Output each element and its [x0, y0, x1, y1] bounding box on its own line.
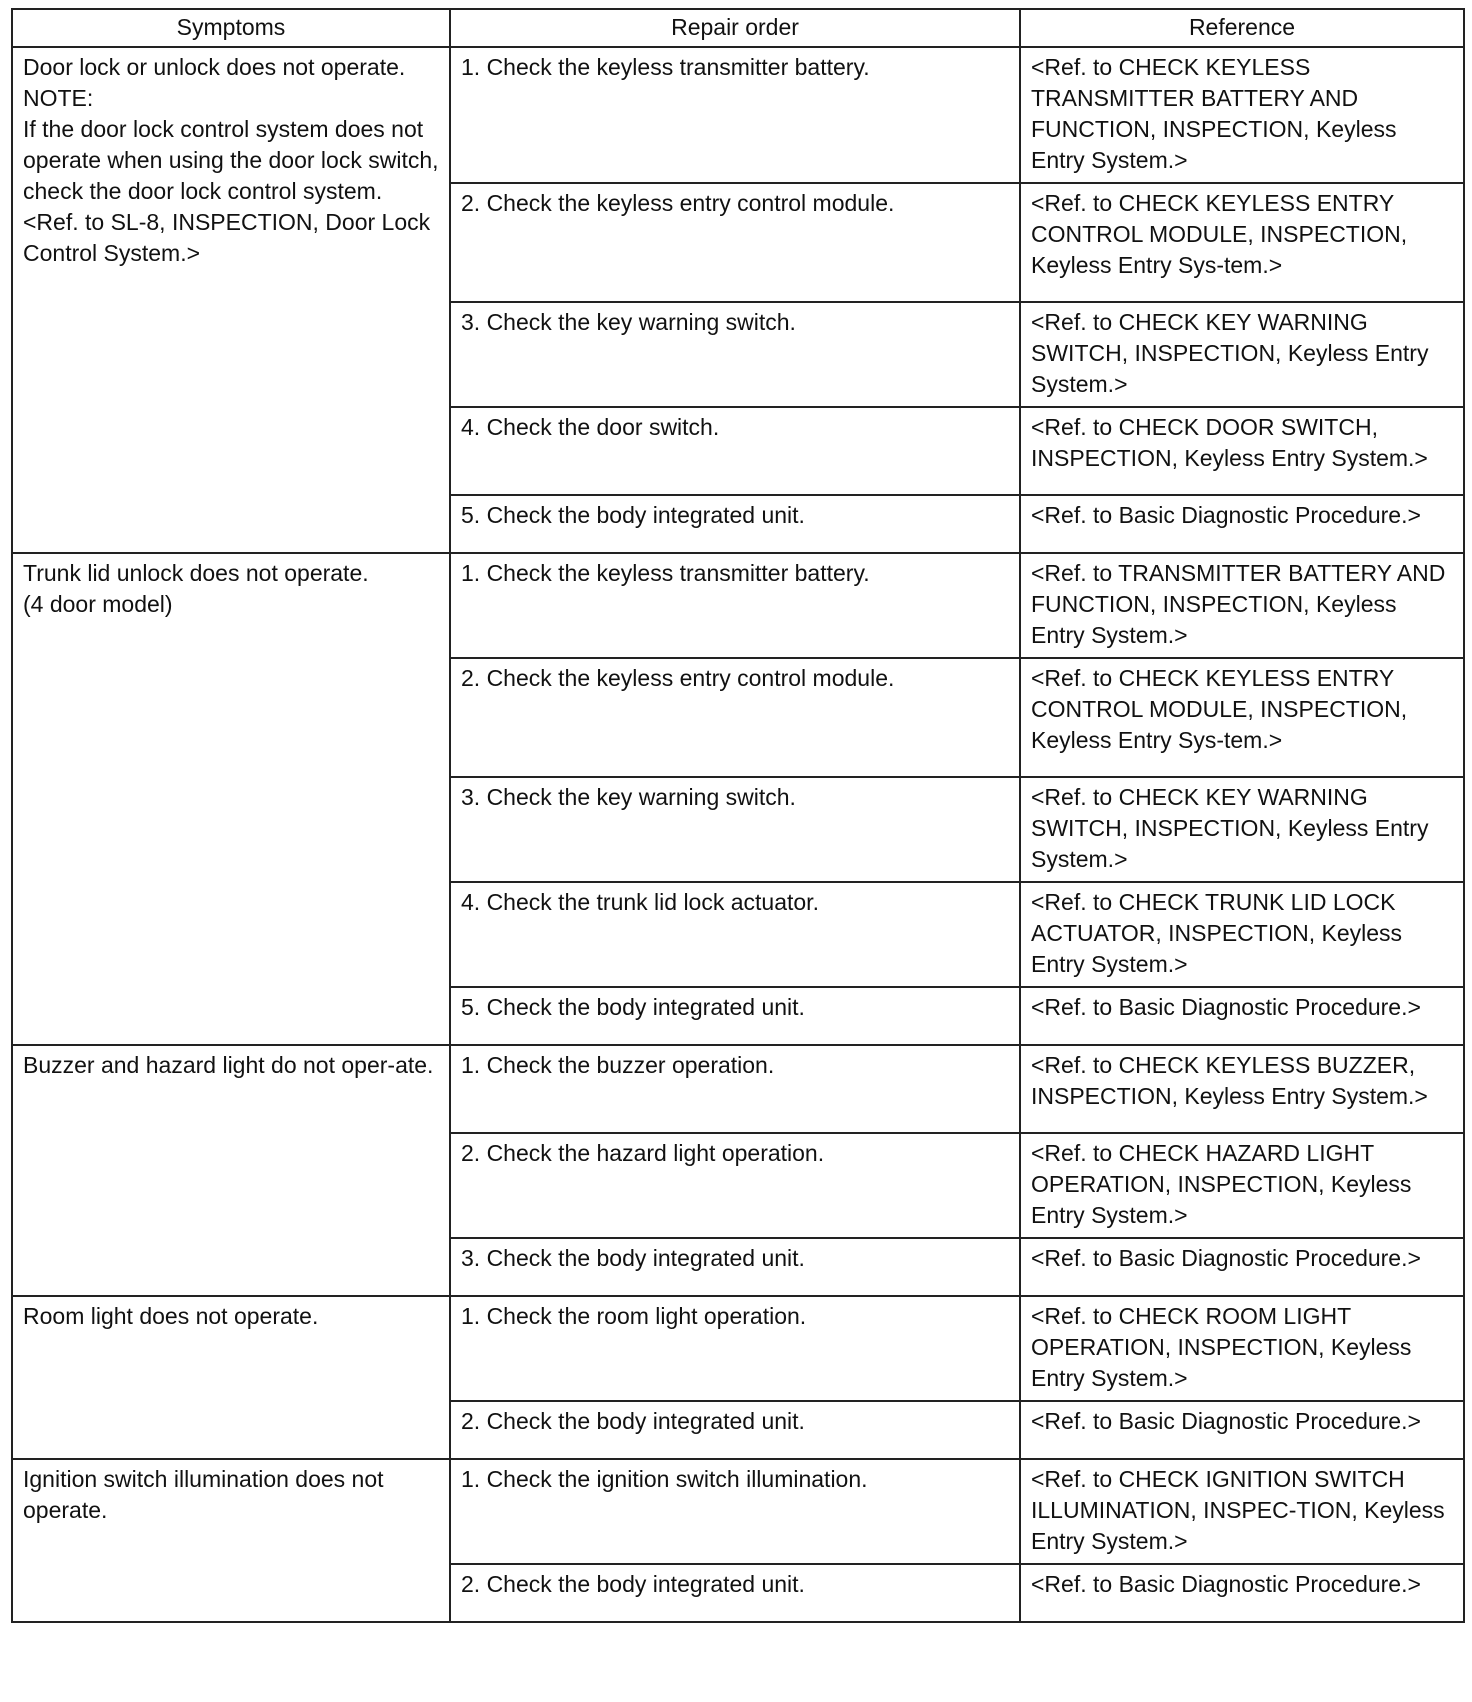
symptom-cell	[12, 1045, 450, 1296]
reference-cell: <Ref. to Basic Diagnostic Procedure.>	[1020, 1238, 1464, 1296]
repair-step: 1. Check the buzzer operation.	[450, 1045, 1020, 1133]
repair-step: 2. Check the hazard light operation.	[450, 1133, 1020, 1238]
repair-step: 5. Check the body integrated unit.	[450, 495, 1020, 553]
note-text: If the door lock control system does not operate when using the door lock switch, check the door lock control system. <Ref. to SL-8, INSPECTION, Door Lock Control System.>	[23, 116, 439, 266]
reference-cell: <Ref. to Basic Diagnostic Procedure.>	[1020, 1401, 1464, 1459]
repair-step: 2. Check the body integrated unit.	[450, 1564, 1020, 1622]
repair-step: 3. Check the body integrated unit.	[450, 1238, 1020, 1296]
header-row	[12, 9, 1464, 47]
repair-step: 3. Check the key warning switch.	[450, 302, 1020, 407]
reference-cell: <Ref. to CHECK IGNITION SWITCH ILLUMINATION, INSPEC-TION, Keyless Entry System.>	[1020, 1459, 1464, 1564]
symptom-text: Ignition switch illumination does not operate.	[23, 1466, 384, 1523]
symptom-text: Door lock or unlock does not operate.	[23, 54, 406, 80]
repair-step: 5. Check the body integrated unit.	[450, 987, 1020, 1045]
reference-cell: <Ref. to CHECK HAZARD LIGHT OPERATION, INSPECTION, Keyless Entry System.>	[1020, 1133, 1464, 1238]
symptom-detail: (4 door model)	[23, 591, 173, 617]
repair-step: 2. Check the keyless entry control module.	[450, 658, 1020, 777]
symptom-cell	[12, 47, 450, 553]
reference-cell: <Ref. to CHECK ROOM LIGHT OPERATION, INSPECTION, Keyless Entry System.>	[1020, 1296, 1464, 1401]
diagnostic-table	[11, 8, 1465, 1623]
repair-step: 1. Check the keyless transmitter battery.	[450, 553, 1020, 658]
repair-step: 2. Check the keyless entry control module.	[450, 183, 1020, 302]
repair-step: 2. Check the body integrated unit.	[450, 1401, 1020, 1459]
repair-step: 1. Check the room light operation.	[450, 1296, 1020, 1401]
header-symptoms: Symptoms	[12, 9, 450, 47]
reference-cell: <Ref. to CHECK KEY WARNING SWITCH, INSPECTION, Keyless Entry System.>	[1020, 777, 1464, 882]
table-row	[12, 1296, 1464, 1401]
table-row	[12, 553, 1464, 658]
reference-cell: <Ref. to CHECK KEYLESS TRANSMITTER BATTERY AND FUNCTION, INSPECTION, Keyless Entry System.>	[1020, 47, 1464, 183]
reference-cell: <Ref. to CHECK KEYLESS ENTRY CONTROL MODULE, INSPECTION, Keyless Entry Sys-tem.>	[1020, 658, 1464, 777]
reference-cell: <Ref. to TRANSMITTER BATTERY AND FUNCTION, INSPECTION, Keyless Entry System.>	[1020, 553, 1464, 658]
table-row	[12, 1045, 1464, 1133]
reference-cell: <Ref. to Basic Diagnostic Procedure.>	[1020, 1564, 1464, 1622]
repair-step: 3. Check the key warning switch.	[450, 777, 1020, 882]
reference-cell: <Ref. to CHECK KEYLESS BUZZER, INSPECTION, Keyless Entry System.>	[1020, 1045, 1464, 1133]
repair-step: 1. Check the ignition switch illumination.	[450, 1459, 1020, 1564]
note-label: NOTE:	[23, 85, 94, 111]
repair-step: 1. Check the keyless transmitter battery.	[450, 47, 1020, 183]
symptom-text: Buzzer and hazard light do not oper-ate.	[23, 1052, 434, 1078]
repair-step: 4. Check the trunk lid lock actuator.	[450, 882, 1020, 987]
repair-step: 4. Check the door switch.	[450, 407, 1020, 495]
symptom-cell	[12, 1296, 450, 1459]
header-repair-order: Repair order	[450, 9, 1020, 47]
reference-cell: <Ref. to CHECK TRUNK LID LOCK ACTUATOR, INSPECTION, Keyless Entry System.>	[1020, 882, 1464, 987]
table-row	[12, 1459, 1464, 1564]
symptom-cell	[12, 553, 450, 1045]
symptom-text: Room light does not operate.	[23, 1303, 319, 1329]
table-row	[12, 47, 1464, 183]
reference-cell: <Ref. to Basic Diagnostic Procedure.>	[1020, 987, 1464, 1045]
symptom-cell	[12, 1459, 450, 1622]
reference-cell: <Ref. to CHECK KEY WARNING SWITCH, INSPECTION, Keyless Entry System.>	[1020, 302, 1464, 407]
header-reference: Reference	[1020, 9, 1464, 47]
reference-cell: <Ref. to CHECK KEYLESS ENTRY CONTROL MODULE, INSPECTION, Keyless Entry Sys-tem.>	[1020, 183, 1464, 302]
symptom-text: Trunk lid unlock does not operate.	[23, 560, 369, 586]
reference-cell: <Ref. to CHECK DOOR SWITCH, INSPECTION, Keyless Entry System.>	[1020, 407, 1464, 495]
reference-cell: <Ref. to Basic Diagnostic Procedure.>	[1020, 495, 1464, 553]
